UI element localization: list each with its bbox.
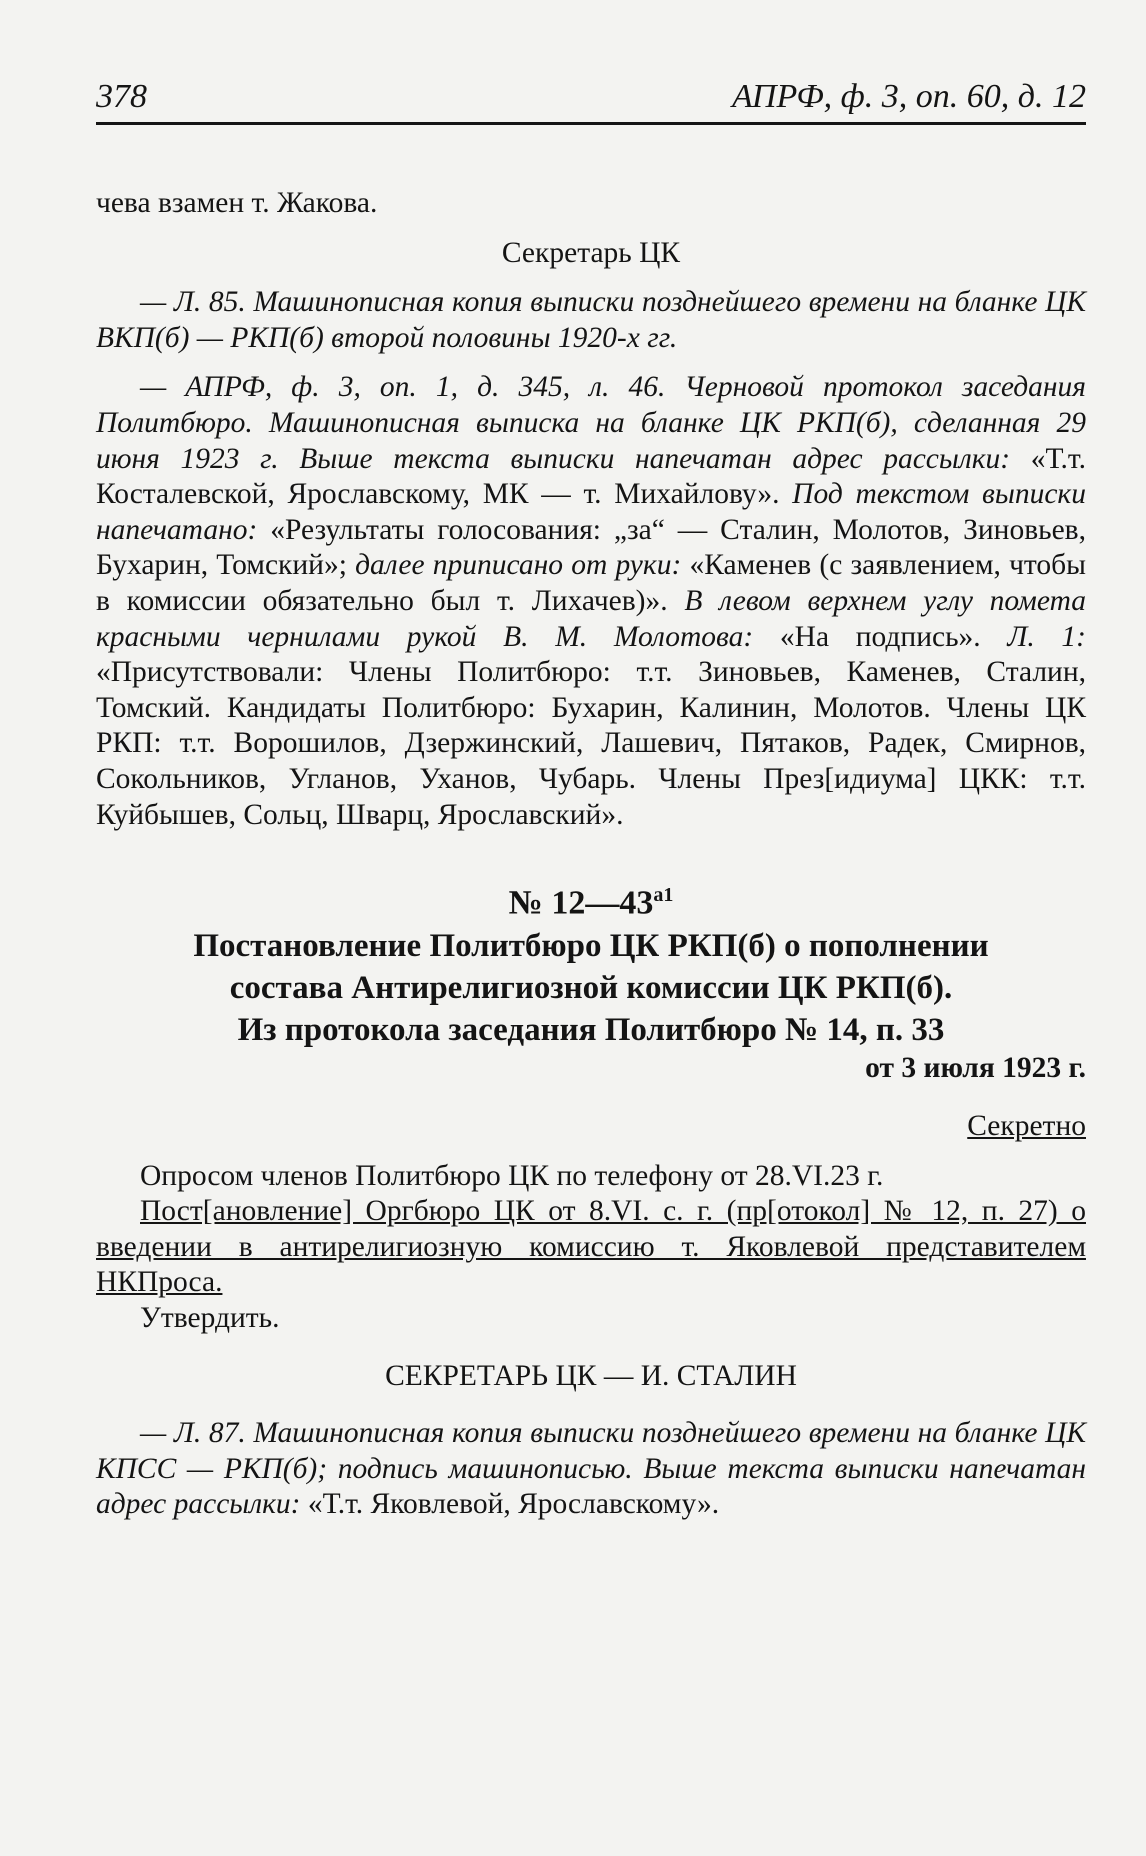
note2-italic-2: Под текстом выписки напечатано: [96,478,1086,546]
note2-italic-4: В левом верхнем углу помета красными чернилами рукой В. М. Молотова: [96,584,1086,653]
secrecy-mark: Секретно [967,1110,1086,1143]
signature-line: СЕКРЕТАРЬ ЦК — И. СТАЛИН [385,1359,797,1392]
previous-signature: Секретарь ЦК [501,236,681,269]
note2-italic-3: далее приписано от руки: [355,549,682,582]
footnote-marker: а1 [653,884,674,907]
archival-note-2 [96,370,1086,833]
page-body [96,186,1086,1523]
page-number: 378 [96,78,147,115]
note2-italic-1: — АПРФ, ф. 3, оп. 1, д. 345, л. 46. Черновой протокол заседания Политбюро. Машинописная выписка на бланке ЦК РКП(б), сделанная 29 июня 1923 г. Выше текста выписки напечатан адрес рассылки: [96,371,1086,475]
document-title-line-3: Из протокола заседания Политбюро № 14, п. 33 [237,1012,945,1049]
note2-quote-4: «На подпись». [753,620,1008,653]
body-paragraph-1: Опросом членов Политбюро ЦК по телефону от 28.VI.23 г. [140,1159,884,1192]
note2-quote-3: «Каменев (с заявлением, чтобы в комиссии обязательно был т. Лихачев)». [96,549,1086,617]
document-title-line-1: Постановление Политбюро ЦК РКП(б) о пополнении [193,928,989,965]
archive-reference: АПРФ, ф. 3, оп. 60, д. 12 [731,78,1086,115]
note2-quote-1: «Т.т. Косталевской, Ярославскому, МК — т. Михайлову». [96,442,1086,511]
document-number: № $12—43^{а1}$ [508,884,674,922]
note3-quote: «Т.т. Яковлевой, Ярославскому». [300,1488,720,1521]
note2-quote-5: «Присутствовали: Члены Политбюро: т.т. Зиновьев, Каменев, Сталин, Томский. Кандидаты Политбюро: Бухарин, Калинин, Молотов. Члены ЦК РКП: т.т. Ворошилов, Дзержинский, Лашевич, Пятаков, Радек, Смирнов, Сокольников, Угланов, Уханов, Чубарь. Члены През[идиума] ЦКК: т.т. Куйбышев, Сольц, Шварц, Ярославский». [96,656,1086,831]
archival-note-3 [96,1416,1086,1523]
archival-note-1: — Л. 85. Машинописная копия выписки позднейшего времени на бланке ЦК ВКП(б) — РКП(б) второй половины 1920-х гг. [96,286,1086,354]
document-title-line-2: состава Антирелигиозной комиссии ЦК РКП(б). [229,970,953,1007]
continuation-line: чева взамен т. Жакова. [96,187,378,219]
document-date: от 3 июля 1923 г. [865,1052,1086,1085]
body-paragraph-2: Пост[ановление] Оргбюро ЦК от 8.VI. с. г. (пр[отокол] № 12, п. 27) о введении в антирелигиозную комиссию т. Яковлевой представителем НКПроса. [96,1195,1086,1299]
running-header [96,70,1086,125]
note3-italic: — Л. 87. Машинописная копия выписки позднейшего времени на бланке ЦК КПСС — РКП(б); подпись машинописью. Выше текста выписки напечатан адрес рассылки: [96,1417,1086,1521]
note2-italic-5: Л. 1: [1007,620,1086,653]
approve-line: Утвердить. [140,1301,280,1334]
note2-quote-2: «Результаты голосования: „за“ — Сталин, Молотов, Зиновьев, Бухарин, Томский»; [96,513,1086,582]
